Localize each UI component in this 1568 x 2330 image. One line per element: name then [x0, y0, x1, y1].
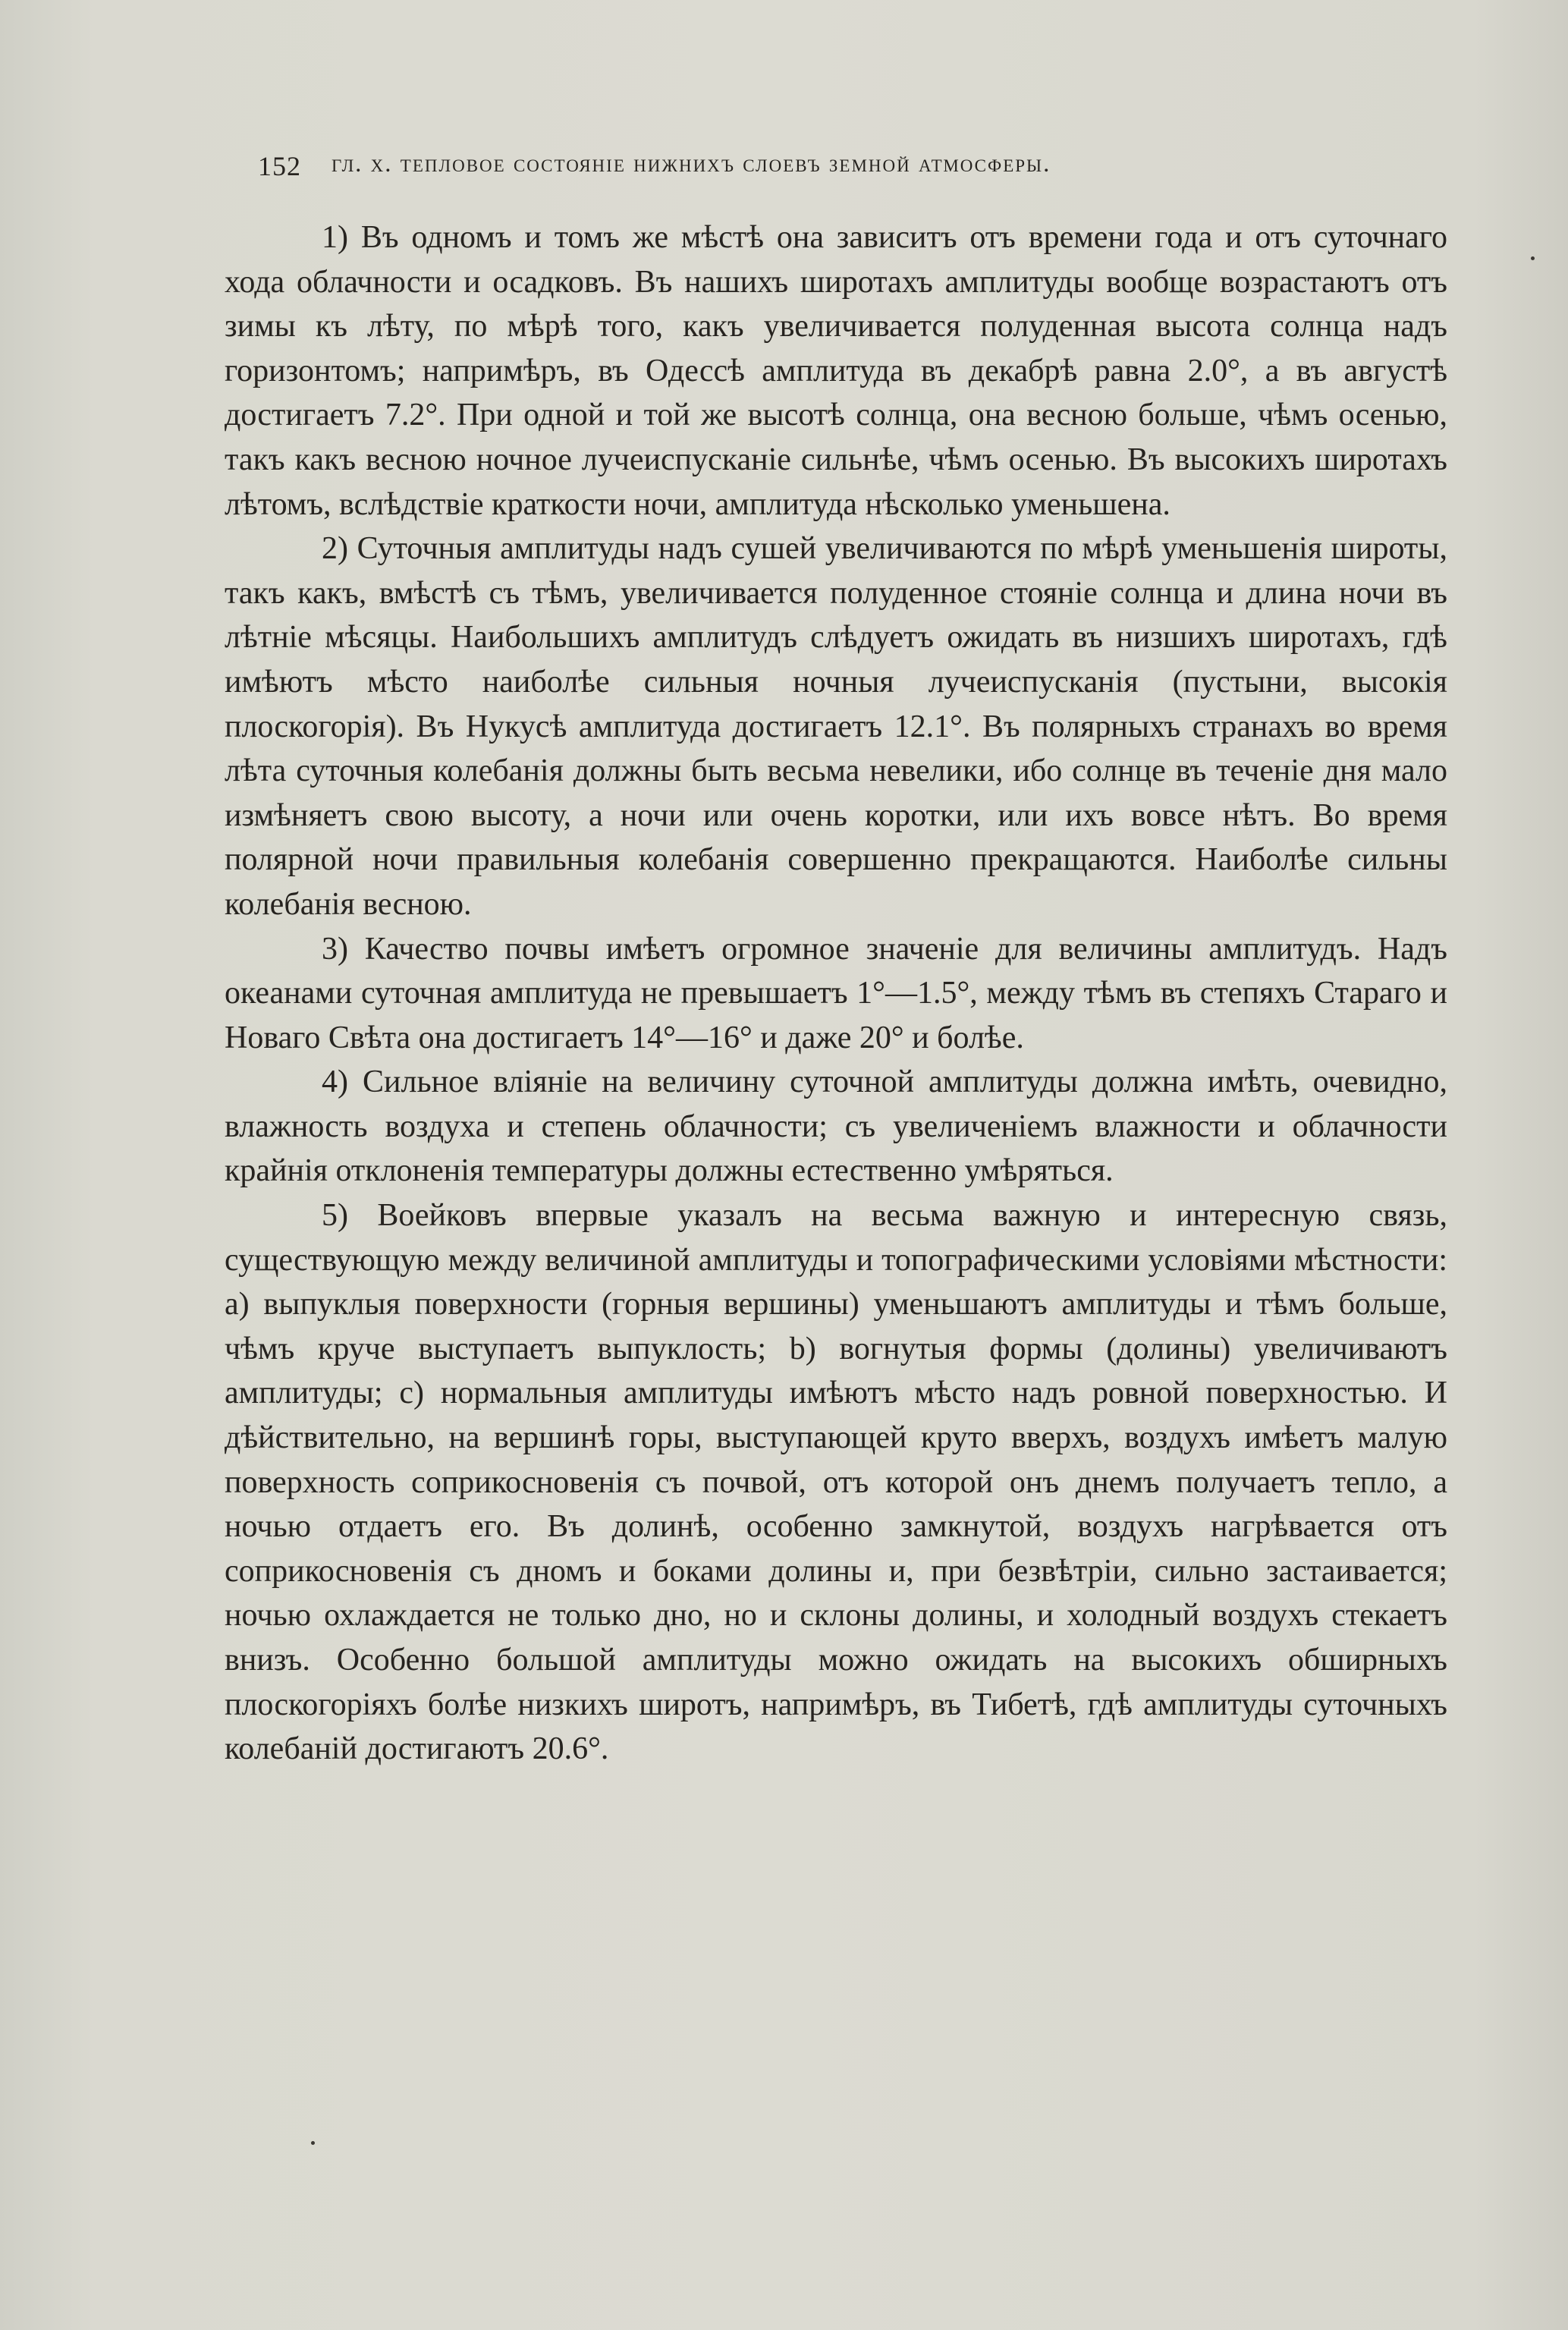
- page-number: 152: [258, 151, 301, 181]
- paragraph-2: 2) Суточныя амплитуды надъ сушей увеличиваются по мѣрѣ уменьшенія широты, такъ какъ, вмѣстѣ съ тѣмъ, увеличивается полуденное стояніе солнца и длина ночи въ лѣтніе мѣсяцы. Наибольшихъ амплитудъ слѣдуетъ ожидать въ низшихъ широтахъ, гдѣ имѣютъ мѣсто наиболѣе сильныя ночныя лучеиспусканія (пустыни, высокія плоскогорія). Въ Нукусѣ амплитуда достигаетъ 12.1°. Въ полярныхъ странахъ во время лѣта суточныя колебанія должны быть весьма невелики, ибо солнце въ теченіе дня мало измѣняетъ свою высоту, а ночи или очень коротки, или ихъ вовсе нѣтъ. Во время полярной ночи правильныя колебанія совершенно прекращаются. Наиболѣе сильны колебанія весною.: [225, 531, 1447, 922]
- running-header: [258, 150, 1381, 182]
- specks: [311, 2141, 315, 2145]
- running-title: гл. x. тепловое состояніе нижнихъ слоевъ земной атмосферы.: [332, 150, 1051, 178]
- specks: [1531, 256, 1535, 260]
- body-text: [225, 215, 1447, 1772]
- paragraph-5: 5) Воейковъ впервые указалъ на весьма важную и интересную связь, существующую между величиной амплитуды и топографическими условіями мѣстности: a) выпуклыя поверхности (горныя вершины) уменьшаютъ амплитуды и тѣмъ больше, чѣмъ круче выступаетъ выпуклость; b) вогнутыя формы (долины) увеличиваютъ амплитуды; c) нормальныя амплитуды имѣютъ мѣсто надъ ровной поверхностью. И дѣйствительно, на вершинѣ горы, выступающей круто вверхъ, воздухъ имѣетъ малую поверхность соприкосновенія съ почвой, отъ которой онъ днемъ получаетъ тепло, а ночью отдаетъ его. Въ долинѣ, особенно замкнутой, воздухъ нагрѣвается отъ соприкосновенія съ дномъ и боками долины и, при безвѣтріи, сильно застаивается; ночью охлаждается не только дно, но и склоны долины, и холодный воздухъ стекаетъ внизъ. Особенно большой амплитуды можно ожидать на высокихъ обширныхъ плоскогоріяхъ болѣе низкихъ широтъ, напримѣръ, въ Тибетѣ, гдѣ амплитуды суточныхъ колебаній достигаютъ 20.6°.: [225, 1198, 1447, 1767]
- paragraph-4: 4) Сильное вліяніе на величину суточной амплитуды должна имѣть, очевидно, влажность воздуха и степень облачности; съ увеличеніемъ влажности и облачности крайнія отклоненія температуры должны естественно умѣряться.: [225, 1064, 1447, 1189]
- paragraph-3: 3) Качество почвы имѣетъ огромное значеніе для величины амплитудъ. Надъ океанами суточная амплитуда не превышаетъ 1°—1.5°, между тѣмъ въ степяхъ Стараго и Новаго Свѣта она достигаетъ 14°—16° и даже 20° и болѣе.: [225, 931, 1447, 1055]
- paragraph-1: 1) Въ одномъ и томъ же мѣстѣ она зависитъ отъ времени года и отъ суточнаго хода облачности и осадковъ. Въ нашихъ широтахъ амплитуды вообще возрастаютъ отъ зимы къ лѣту, по мѣрѣ того, какъ увеличивается полуденная высота солнца надъ горизонтомъ; напримѣръ, въ Одессѣ амплитуда въ декабрѣ равна 2.0°, а въ августѣ достигаетъ 7.2°. При одной и той же высотѣ солнца, она весною больше, чѣмъ осенью, такъ какъ весною ночное лучеиспусканіе сильнѣе, чѣмъ осенью. Въ высокихъ широтахъ лѣтомъ, вслѣдствіе краткости ночи, амплитуда нѣсколько уменьшена.: [225, 220, 1447, 522]
